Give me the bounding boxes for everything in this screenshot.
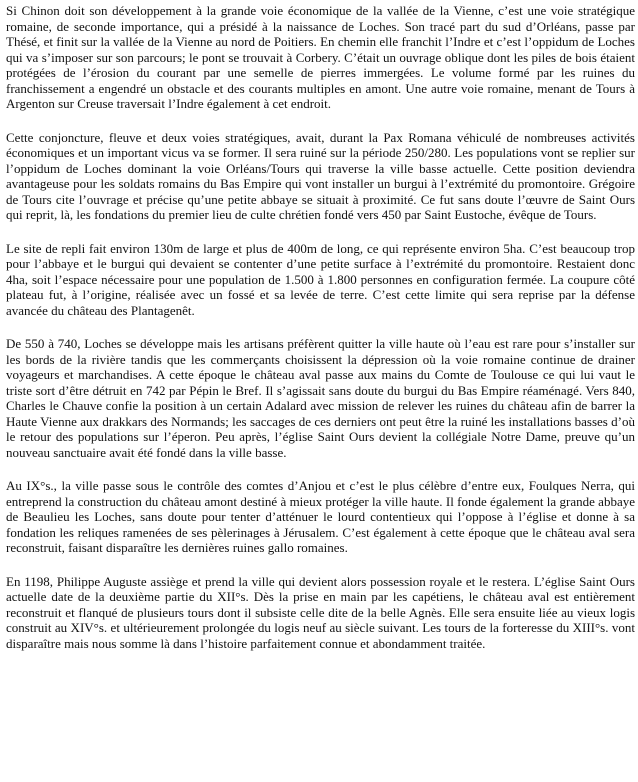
paragraph-550-740: De 550 à 740, Loches se développe mais les artisans préfèrent quitter la ville haute où l’eau est rare pour s’installer sur les bords de la rivière tandis que les commerçants choisissent la dépression où la voie romaine continue de drainer voyageurs et marchandises. A cette époque le château aval passe aux mains du Comte de Toulouse ce qui lui vaut le triste sort d’être détruit en 742 par Pépin le Bref. Il s’agissait sans doute du burgui du Bas Empire réaménagé. Vers 840, Charles le Chauve confie la position à un certain Adalard avec mission de relever les ruines du château afin de barrer la Haute Vienne aux drakkars des Normands; les saccages de ces derniers ont peut être la ruiné les installations basses d’où le retour des populations sur l’éperon. Peu après, l’église Saint Ours devient la collégiale Notre Dame, preuve qu’un nouveau sanctuaire avait été fondé dans la ville basse. bbox=[6, 336, 635, 460]
paragraph-1198: En 1198, Philippe Auguste assiège et prend la ville qui devient alors possession royale et le restera. L’église Saint Ours actuelle date de la deuxième partie du XII°s. Dès la prise en main par les capétiens, le château aval est entièrement reconstruit et flanqué de plusieurs tours dont il subsiste celle dite de la belle Agnès. Elle sera ensuite liée au vieux logis construit au XIV°s. et ultérieurement prolongée du logis neuf au siècle suivant. Les tours de la forteresse du XIII°s. vont disparaître mais nous somme là dans l’histoire parfaitement connue et abondamment traitée. bbox=[6, 573, 635, 651]
paragraph-pax-romana: Cette conjoncture, fleuve et deux voies stratégiques, avait, durant la Pax Romana véhiculé de nombreuses activités économiques et un important vicus va se former. Il sera ruiné sur la période 250/280. Les populations vont se replier sur l’oppidum de Loches dominant la voie Orléans/Tours qui traverse la ville basse actuelle. Cette position deviendra avantageuse pour les soldats romains du Bas Empire qui vont installer un burgui à l’extrémité du promontoire. Grégoire de Tours cite l’ouvrage et précise qu’une petite abbaye se situait à proximité. Ce fut sans doute l’œuvre de Saint Ours qui reprit, là, les fondations du premier lieu de culte chrétien fondé vers 450 par Saint Eustoche, évêque de Tours. bbox=[6, 129, 635, 222]
paragraph-site-area: Le site de repli fait environ 130m de large et plus de 400m de long, ce qui représente environ 5ha. C’est beaucoup trop pour l’abbaye et le burgui qui devaient se contenter d’une petite surface à l’extrémité du promontoire. Restaient donc 4ha, soit l’espace nécessaire pour une population de 1.500 à 1.800 personnes en configuration fermée. La coupure côté plateau fut, à l’origine, réalisée avec un fossé et sa levée de terre. C’est cette limite qui sera reprise par la défense avancée du château des Plantagenêt. bbox=[6, 240, 635, 318]
paragraph-ix-century: Au IX°s., la ville passe sous le contrôle des comtes d’Anjou et c’est le plus célèbre d’entre eux, Foulques Nerra, qui entreprend la construction du château amont destiné à mieux protéger la ville haute. Il fonde également la grande abbaye de Beaulieu les Loches, sans doute pour tenter d’atténuer le lourd contentieux qui l’oppose à l’église et donne à sa fondation les reliques ramenées de ses pèlerinages à Jérusalem. C’est également à cette époque que le château aval sera reconstruit, faisant disparaître les dernières ruines gallo romaines. bbox=[6, 478, 635, 555]
paragraph-roman-road: Si Chinon doit son développement à la grande voie économique de la vallée de la Vienne, c’est une voie stratégique romaine, de seconde importance, qui a présidé à la naissance de Loches. Son tracé part du sud d’Orléans, passe par Thésé, et finit sur la vallée de la Vienne au nord de Poitiers. En chemin elle franchit l’Indre et c’est l’oppidum de Loches qui va s’imposer sur son parcours; le pont se trouvait à Corbery. C’était un ouvrage oblique dont les piles de bois étaient protégées de l’érosion du courant par une semelle de pierres immergées. Le volume formé par les ruines du franchissement a engendré un obstacle et des courants multiples en amont. Une autre voie romaine, menant de Tours à Argenton sur Creuse traversait l’Indre également à cet endroit. bbox=[6, 3, 635, 111]
